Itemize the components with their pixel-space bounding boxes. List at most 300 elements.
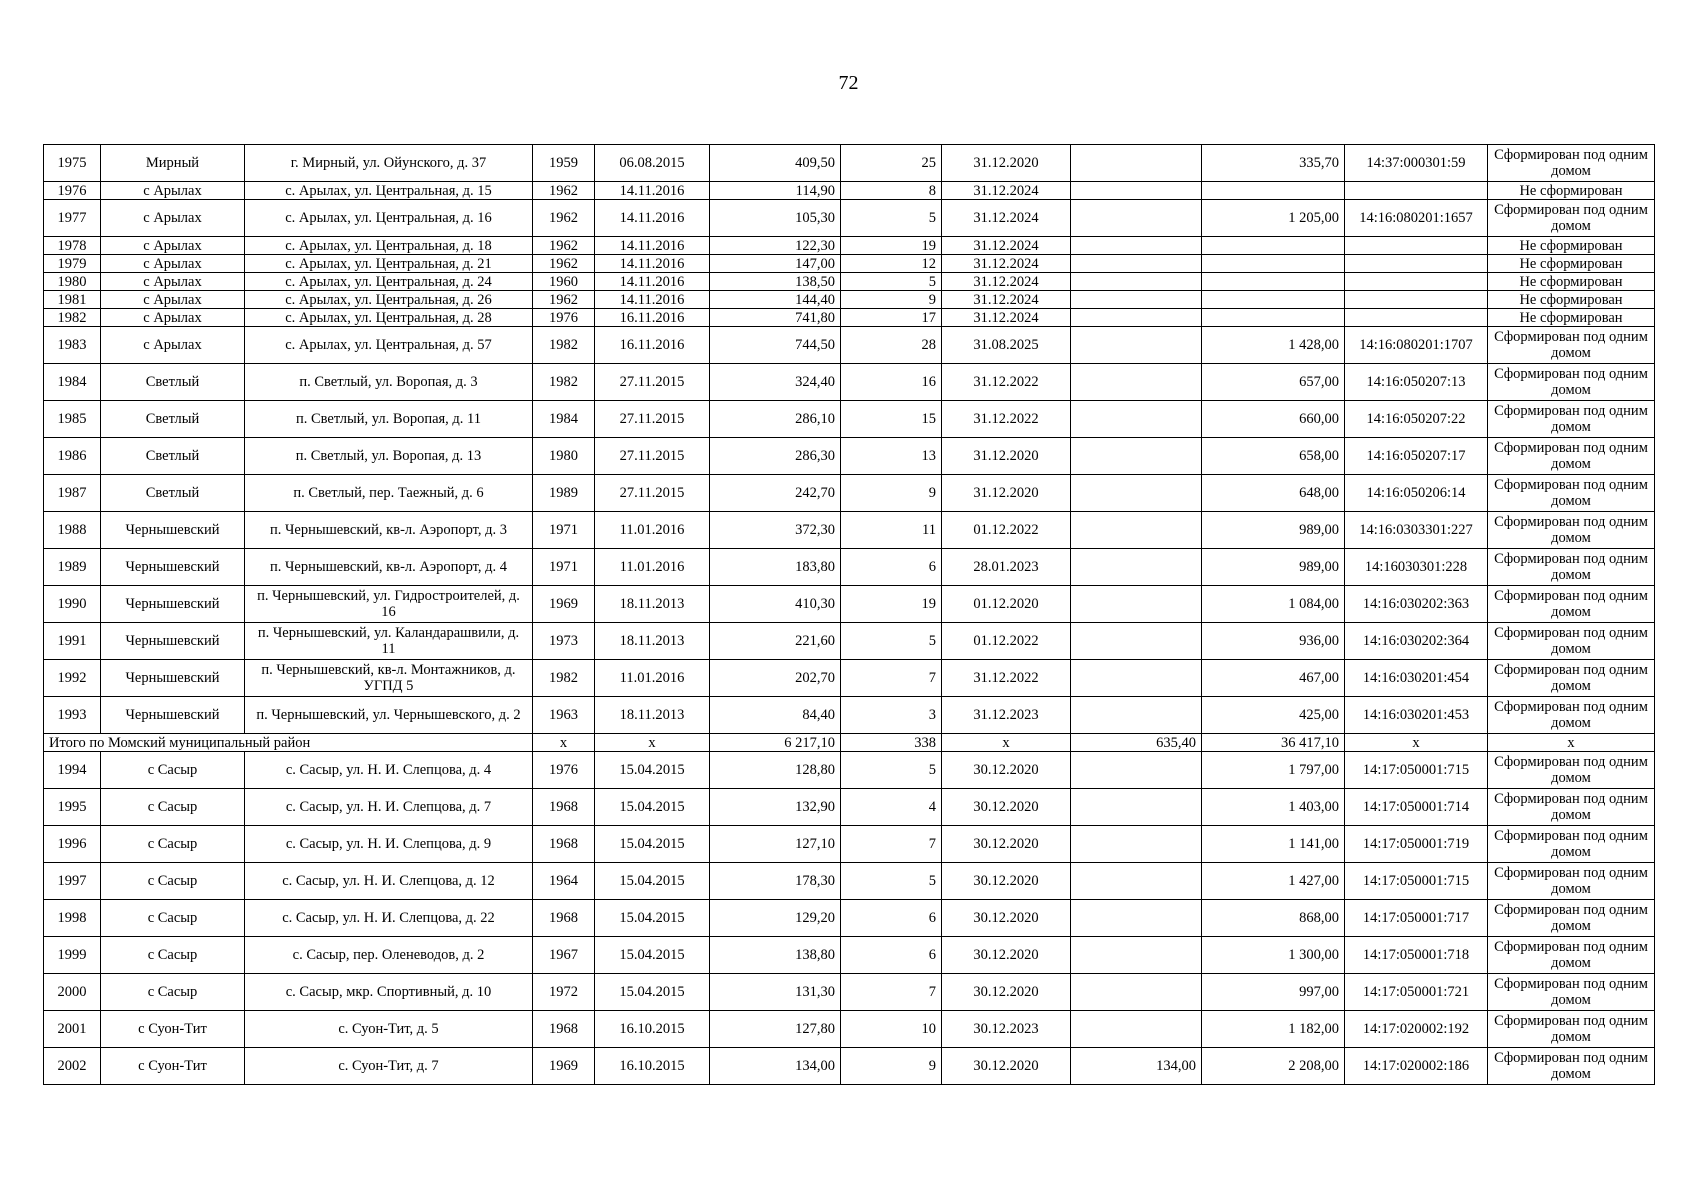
cell-deadline: 31.12.2020 xyxy=(942,438,1071,475)
cell-cadastral-number: 14:16:080201:1657 xyxy=(1345,200,1488,237)
cell-land-area: 658,00 xyxy=(1202,438,1345,475)
cell-deadline: 28.01.2023 xyxy=(942,549,1071,586)
cell-deadline: 30.12.2020 xyxy=(942,974,1071,1011)
cell-year-built: 1962 xyxy=(533,255,595,273)
cell-number: 1978 xyxy=(44,237,101,255)
cell-address: п. Чернышевский, ул. Чернышевского, д. 2 xyxy=(245,697,533,734)
cell-year-built: 1971 xyxy=(533,512,595,549)
cell-number: 1991 xyxy=(44,623,101,660)
cell-deadline: 30.12.2020 xyxy=(942,789,1071,826)
table-row xyxy=(44,789,1655,826)
cell-land-area: 467,00 xyxy=(1202,660,1345,697)
cell-extra xyxy=(1071,273,1202,291)
cell-residents: 4 xyxy=(841,789,942,826)
cell-area: 242,70 xyxy=(710,475,841,512)
cell-date: 11.01.2016 xyxy=(595,549,710,586)
cell-residents: 5 xyxy=(841,623,942,660)
cell-cadastral-number: 14:16:0303301:227 xyxy=(1345,512,1488,549)
cell-status: Не сформирован xyxy=(1488,273,1655,291)
cell-date: 15.04.2015 xyxy=(595,752,710,789)
cell-status: Сформирован под одним домом xyxy=(1488,327,1655,364)
cell-settlement: Чернышевский xyxy=(101,660,245,697)
cell-number: 1977 xyxy=(44,200,101,237)
cell-year-built: 1968 xyxy=(533,900,595,937)
cell-year-built: 1972 xyxy=(533,974,595,1011)
cell-area: 114,90 xyxy=(710,182,841,200)
table-row xyxy=(44,586,1655,623)
cell-date: 15.04.2015 xyxy=(595,974,710,1011)
table-row xyxy=(44,974,1655,1011)
cell-address: с. Арылах, ул. Центральная, д. 57 xyxy=(245,327,533,364)
cell-settlement: с Сасыр xyxy=(101,900,245,937)
cell-date: x xyxy=(595,734,710,752)
cell-address: п. Чернышевский, ул. Гидростроителей, д. 16 xyxy=(245,586,533,623)
cell-land-area: 660,00 xyxy=(1202,401,1345,438)
cell-land-area xyxy=(1202,291,1345,309)
cell-area: 127,80 xyxy=(710,1011,841,1048)
cell-year-built: 1989 xyxy=(533,475,595,512)
cell-status: Сформирован под одним домом xyxy=(1488,697,1655,734)
cell-deadline: 31.08.2025 xyxy=(942,327,1071,364)
cell-land-area: 936,00 xyxy=(1202,623,1345,660)
cell-residents: 3 xyxy=(841,697,942,734)
cell-residents: 19 xyxy=(841,586,942,623)
cell-settlement: с Арылах xyxy=(101,200,245,237)
cell-residents: 28 xyxy=(841,327,942,364)
cell-cadastral-number: x xyxy=(1345,734,1488,752)
cell-number: 1990 xyxy=(44,586,101,623)
cell-address: с. Арылах, ул. Центральная, д. 26 xyxy=(245,291,533,309)
cell-address: с. Суон-Тит, д. 7 xyxy=(245,1048,533,1085)
cell-status: Сформирован под одним домом xyxy=(1488,1011,1655,1048)
cell-year-built: 1967 xyxy=(533,937,595,974)
cell-number: 1975 xyxy=(44,145,101,182)
cell-residents: 6 xyxy=(841,937,942,974)
cell-residents: 8 xyxy=(841,182,942,200)
cell-extra xyxy=(1071,1011,1202,1048)
cell-date: 27.11.2015 xyxy=(595,475,710,512)
table-row xyxy=(44,401,1655,438)
cell-address: с. Арылах, ул. Центральная, д. 18 xyxy=(245,237,533,255)
cell-settlement: с Суон-Тит xyxy=(101,1011,245,1048)
cell-extra xyxy=(1071,752,1202,789)
cell-extra xyxy=(1071,863,1202,900)
cell-settlement: с Арылах xyxy=(101,237,245,255)
cell-residents: 5 xyxy=(841,273,942,291)
cell-settlement: Чернышевский xyxy=(101,623,245,660)
table-row xyxy=(44,237,1655,255)
cell-settlement: с Сасыр xyxy=(101,974,245,1011)
cell-settlement: с Арылах xyxy=(101,182,245,200)
cell-date: 16.10.2015 xyxy=(595,1011,710,1048)
cell-number: 1982 xyxy=(44,309,101,327)
cell-deadline: 31.12.2024 xyxy=(942,200,1071,237)
cell-date: 11.01.2016 xyxy=(595,660,710,697)
cell-deadline: 31.12.2022 xyxy=(942,364,1071,401)
cell-address: п. Чернышевский, кв-л. Аэропорт, д. 3 xyxy=(245,512,533,549)
table-row xyxy=(44,623,1655,660)
cell-area: 221,60 xyxy=(710,623,841,660)
cell-extra: 134,00 xyxy=(1071,1048,1202,1085)
cell-cadastral-number xyxy=(1345,291,1488,309)
cell-date: 15.04.2015 xyxy=(595,826,710,863)
cell-area: 129,20 xyxy=(710,900,841,937)
total-row xyxy=(44,734,1655,752)
cell-land-area: 1 403,00 xyxy=(1202,789,1345,826)
cell-date: 11.01.2016 xyxy=(595,512,710,549)
cell-address: п. Чернышевский, кв-л. Монтажников, д. УГПД 5 xyxy=(245,660,533,697)
cell-address: с. Сасыр, ул. Н. И. Слепцова, д. 7 xyxy=(245,789,533,826)
cell-deadline: 30.12.2020 xyxy=(942,937,1071,974)
cell-cadastral-number: 14:16:080201:1707 xyxy=(1345,327,1488,364)
cell-cadastral-number xyxy=(1345,237,1488,255)
cell-date: 16.10.2015 xyxy=(595,1048,710,1085)
cell-land-area: 425,00 xyxy=(1202,697,1345,734)
cell-land-area xyxy=(1202,255,1345,273)
cell-address: с. Сасыр, ул. Н. И. Слепцова, д. 12 xyxy=(245,863,533,900)
cell-residents: 9 xyxy=(841,1048,942,1085)
cell-status: Сформирован под одним домом xyxy=(1488,937,1655,974)
cell-status: Сформирован под одним домом xyxy=(1488,752,1655,789)
table-row xyxy=(44,145,1655,182)
cell-year-built: 1980 xyxy=(533,438,595,475)
cell-deadline: 01.12.2020 xyxy=(942,586,1071,623)
cell-deadline: 31.12.2020 xyxy=(942,145,1071,182)
table-row xyxy=(44,512,1655,549)
cell-address: с. Сасыр, мкр. Спортивный, д. 10 xyxy=(245,974,533,1011)
cell-year-built: 1968 xyxy=(533,1011,595,1048)
cell-settlement: с Суон-Тит xyxy=(101,1048,245,1085)
cell-land-area: 657,00 xyxy=(1202,364,1345,401)
cell-date: 27.11.2015 xyxy=(595,401,710,438)
cell-status: Сформирован под одним домом xyxy=(1488,789,1655,826)
cell-date: 18.11.2013 xyxy=(595,586,710,623)
cell-cadastral-number: 14:17:020002:192 xyxy=(1345,1011,1488,1048)
table-row xyxy=(44,273,1655,291)
cell-deadline: 01.12.2022 xyxy=(942,623,1071,660)
cell-residents: 7 xyxy=(841,826,942,863)
cell-cadastral-number: 14:37:000301:59 xyxy=(1345,145,1488,182)
housing-registry-table xyxy=(43,144,1655,1085)
cell-deadline: 01.12.2022 xyxy=(942,512,1071,549)
cell-number: 1983 xyxy=(44,327,101,364)
cell-land-area xyxy=(1202,182,1345,200)
cell-area: 138,50 xyxy=(710,273,841,291)
table-row xyxy=(44,826,1655,863)
cell-address: с. Сасыр, ул. Н. И. Слепцова, д. 9 xyxy=(245,826,533,863)
cell-extra xyxy=(1071,475,1202,512)
cell-deadline: 31.12.2022 xyxy=(942,660,1071,697)
cell-status: Сформирован под одним домом xyxy=(1488,438,1655,475)
cell-status: Сформирован под одним домом xyxy=(1488,826,1655,863)
cell-residents: 338 xyxy=(841,734,942,752)
cell-settlement: Светлый xyxy=(101,401,245,438)
cell-land-area xyxy=(1202,237,1345,255)
cell-extra xyxy=(1071,697,1202,734)
cell-area: 128,80 xyxy=(710,752,841,789)
cell-deadline: 31.12.2020 xyxy=(942,475,1071,512)
cell-date: 15.04.2015 xyxy=(595,863,710,900)
cell-year-built: 1969 xyxy=(533,1048,595,1085)
cell-area: 372,30 xyxy=(710,512,841,549)
cell-status: Сформирован под одним домом xyxy=(1488,549,1655,586)
cell-residents: 9 xyxy=(841,291,942,309)
cell-deadline: x xyxy=(942,734,1071,752)
cell-area: 138,80 xyxy=(710,937,841,974)
cell-settlement: Светлый xyxy=(101,438,245,475)
cell-extra xyxy=(1071,200,1202,237)
cell-cadastral-number xyxy=(1345,309,1488,327)
cell-residents: 10 xyxy=(841,1011,942,1048)
cell-address: с. Арылах, ул. Центральная, д. 21 xyxy=(245,255,533,273)
cell-cadastral-number xyxy=(1345,182,1488,200)
cell-status: Не сформирован xyxy=(1488,309,1655,327)
cell-area: 202,70 xyxy=(710,660,841,697)
cell-residents: 17 xyxy=(841,309,942,327)
cell-status: Сформирован под одним домом xyxy=(1488,586,1655,623)
cell-settlement: Чернышевский xyxy=(101,512,245,549)
cell-status: Сформирован под одним домом xyxy=(1488,512,1655,549)
cell-deadline: 31.12.2024 xyxy=(942,309,1071,327)
cell-address: с. Сасыр, пер. Оленеводов, д. 2 xyxy=(245,937,533,974)
cell-status: Не сформирован xyxy=(1488,255,1655,273)
table-row xyxy=(44,863,1655,900)
cell-residents: 11 xyxy=(841,512,942,549)
cell-status: Сформирован под одним домом xyxy=(1488,200,1655,237)
cell-residents: 25 xyxy=(841,145,942,182)
cell-area: 410,30 xyxy=(710,586,841,623)
cell-area: 131,30 xyxy=(710,974,841,1011)
cell-cadastral-number: 14:17:050001:715 xyxy=(1345,752,1488,789)
cell-number: 1998 xyxy=(44,900,101,937)
cell-year-built: 1968 xyxy=(533,826,595,863)
cell-land-area: 2 208,00 xyxy=(1202,1048,1345,1085)
table-row xyxy=(44,1011,1655,1048)
cell-number: 1994 xyxy=(44,752,101,789)
cell-address: с. Суон-Тит, д. 5 xyxy=(245,1011,533,1048)
cell-year-built: 1984 xyxy=(533,401,595,438)
cell-deadline: 30.12.2020 xyxy=(942,863,1071,900)
cell-extra xyxy=(1071,327,1202,364)
cell-settlement: с Сасыр xyxy=(101,752,245,789)
cell-cadastral-number: 14:16:050207:17 xyxy=(1345,438,1488,475)
cell-year-built: 1976 xyxy=(533,309,595,327)
cell-cadastral-number: 14:16:030201:454 xyxy=(1345,660,1488,697)
registry-body xyxy=(44,145,1655,1085)
cell-area: 127,10 xyxy=(710,826,841,863)
table-row xyxy=(44,660,1655,697)
cell-deadline: 30.12.2020 xyxy=(942,826,1071,863)
table-row xyxy=(44,475,1655,512)
cell-number: 1986 xyxy=(44,438,101,475)
cell-address: с. Арылах, ул. Центральная, д. 24 xyxy=(245,273,533,291)
cell-extra xyxy=(1071,974,1202,1011)
cell-year-built: 1960 xyxy=(533,273,595,291)
cell-address: г. Мирный, ул. Ойунского, д. 37 xyxy=(245,145,533,182)
cell-extra xyxy=(1071,586,1202,623)
cell-date: 14.11.2016 xyxy=(595,200,710,237)
table-row xyxy=(44,549,1655,586)
cell-area: 122,30 xyxy=(710,237,841,255)
cell-settlement: с Сасыр xyxy=(101,789,245,826)
cell-area: 178,30 xyxy=(710,863,841,900)
cell-status: Сформирован под одним домом xyxy=(1488,364,1655,401)
cell-settlement: Чернышевский xyxy=(101,586,245,623)
table-row xyxy=(44,255,1655,273)
cell-address: п. Светлый, пер. Таежный, д. 6 xyxy=(245,475,533,512)
cell-residents: 5 xyxy=(841,752,942,789)
table-row xyxy=(44,364,1655,401)
cell-extra xyxy=(1071,660,1202,697)
cell-date: 27.11.2015 xyxy=(595,364,710,401)
cell-address: с. Арылах, ул. Центральная, д. 15 xyxy=(245,182,533,200)
cell-address: с. Сасыр, ул. Н. И. Слепцова, д. 22 xyxy=(245,900,533,937)
cell-land-area: 335,70 xyxy=(1202,145,1345,182)
cell-extra xyxy=(1071,789,1202,826)
cell-year-built: 1968 xyxy=(533,789,595,826)
cell-address: п. Светлый, ул. Воропая, д. 13 xyxy=(245,438,533,475)
cell-cadastral-number: 14:16:050207:13 xyxy=(1345,364,1488,401)
cell-number: 1992 xyxy=(44,660,101,697)
cell-date: 14.11.2016 xyxy=(595,182,710,200)
cell-residents: 19 xyxy=(841,237,942,255)
cell-cadastral-number: 14:16:030202:364 xyxy=(1345,623,1488,660)
cell-land-area xyxy=(1202,273,1345,291)
cell-extra xyxy=(1071,826,1202,863)
cell-extra xyxy=(1071,255,1202,273)
cell-date: 15.04.2015 xyxy=(595,937,710,974)
cell-date: 15.04.2015 xyxy=(595,900,710,937)
cell-number: 1988 xyxy=(44,512,101,549)
cell-deadline: 31.12.2023 xyxy=(942,697,1071,734)
cell-settlement: с Арылах xyxy=(101,291,245,309)
cell-cadastral-number: 14:17:050001:718 xyxy=(1345,937,1488,974)
cell-date: 16.11.2016 xyxy=(595,309,710,327)
cell-deadline: 31.12.2024 xyxy=(942,182,1071,200)
cell-date: 18.11.2013 xyxy=(595,623,710,660)
table-row xyxy=(44,291,1655,309)
cell-year-built: 1969 xyxy=(533,586,595,623)
cell-area: 6 217,10 xyxy=(710,734,841,752)
cell-settlement: с Арылах xyxy=(101,309,245,327)
cell-deadline: 31.12.2024 xyxy=(942,291,1071,309)
cell-number: 1995 xyxy=(44,789,101,826)
cell-deadline: 31.12.2024 xyxy=(942,273,1071,291)
cell-cadastral-number: 14:16:030201:453 xyxy=(1345,697,1488,734)
cell-deadline: 30.12.2020 xyxy=(942,752,1071,789)
table-row xyxy=(44,697,1655,734)
cell-address: п. Светлый, ул. Воропая, д. 11 xyxy=(245,401,533,438)
cell-year-built: 1973 xyxy=(533,623,595,660)
cell-number: 1980 xyxy=(44,273,101,291)
cell-residents: 5 xyxy=(841,863,942,900)
cell-land-area: 1 427,00 xyxy=(1202,863,1345,900)
cell-year-built: 1962 xyxy=(533,182,595,200)
cell-extra xyxy=(1071,145,1202,182)
table-row xyxy=(44,200,1655,237)
cell-residents: 7 xyxy=(841,974,942,1011)
cell-status: Сформирован под одним домом xyxy=(1488,475,1655,512)
cell-settlement: с Сасыр xyxy=(101,826,245,863)
cell-extra xyxy=(1071,512,1202,549)
cell-number: 1989 xyxy=(44,549,101,586)
cell-settlement: Мирный xyxy=(101,145,245,182)
cell-cadastral-number: 14:17:050001:715 xyxy=(1345,863,1488,900)
table-row xyxy=(44,438,1655,475)
cell-status: Сформирован под одним домом xyxy=(1488,900,1655,937)
cell-area: 183,80 xyxy=(710,549,841,586)
cell-address: п. Светлый, ул. Воропая, д. 3 xyxy=(245,364,533,401)
cell-extra: 635,40 xyxy=(1071,734,1202,752)
cell-number: 2002 xyxy=(44,1048,101,1085)
cell-number: 1996 xyxy=(44,826,101,863)
cell-deadline: 31.12.2022 xyxy=(942,401,1071,438)
cell-status: Сформирован под одним домом xyxy=(1488,974,1655,1011)
cell-cadastral-number: 14:16:050206:14 xyxy=(1345,475,1488,512)
cell-land-area: 648,00 xyxy=(1202,475,1345,512)
cell-cadastral-number: 14:17:050001:719 xyxy=(1345,826,1488,863)
cell-area: 741,80 xyxy=(710,309,841,327)
cell-residents: 9 xyxy=(841,475,942,512)
cell-deadline: 30.12.2020 xyxy=(942,900,1071,937)
cell-settlement: с Сасыр xyxy=(101,937,245,974)
cell-address: п. Чернышевский, кв-л. Аэропорт, д. 4 xyxy=(245,549,533,586)
table-row xyxy=(44,327,1655,364)
cell-residents: 13 xyxy=(841,438,942,475)
cell-date: 14.11.2016 xyxy=(595,255,710,273)
cell-deadline: 31.12.2024 xyxy=(942,255,1071,273)
cell-extra xyxy=(1071,364,1202,401)
cell-land-area xyxy=(1202,309,1345,327)
cell-land-area: 1 182,00 xyxy=(1202,1011,1345,1048)
cell-extra xyxy=(1071,291,1202,309)
table-row xyxy=(44,182,1655,200)
cell-area: 286,30 xyxy=(710,438,841,475)
cell-number: 1997 xyxy=(44,863,101,900)
cell-cadastral-number: 14:16:030202:363 xyxy=(1345,586,1488,623)
cell-date: 14.11.2016 xyxy=(595,273,710,291)
cell-cadastral-number: 14:16030301:228 xyxy=(1345,549,1488,586)
cell-residents: 12 xyxy=(841,255,942,273)
cell-extra xyxy=(1071,182,1202,200)
cell-residents: 7 xyxy=(841,660,942,697)
cell-settlement: Чернышевский xyxy=(101,697,245,734)
cell-status: Не сформирован xyxy=(1488,237,1655,255)
cell-year-built: 1964 xyxy=(533,863,595,900)
cell-year-built: x xyxy=(533,734,595,752)
cell-year-built: 1982 xyxy=(533,327,595,364)
cell-land-area: 1 141,00 xyxy=(1202,826,1345,863)
cell-deadline: 31.12.2024 xyxy=(942,237,1071,255)
cell-extra xyxy=(1071,937,1202,974)
cell-status: Не сформирован xyxy=(1488,291,1655,309)
total-label: Итого по Момский муниципальный район xyxy=(44,734,533,752)
cell-date: 18.11.2013 xyxy=(595,697,710,734)
cell-settlement: с Арылах xyxy=(101,273,245,291)
cell-extra xyxy=(1071,549,1202,586)
cell-extra xyxy=(1071,401,1202,438)
cell-area: 132,90 xyxy=(710,789,841,826)
cell-number: 1976 xyxy=(44,182,101,200)
cell-residents: 6 xyxy=(841,549,942,586)
cell-address: п. Чернышевский, ул. Каландарашвили, д. 11 xyxy=(245,623,533,660)
cell-land-area: 1 428,00 xyxy=(1202,327,1345,364)
cell-residents: 5 xyxy=(841,200,942,237)
cell-extra xyxy=(1071,237,1202,255)
cell-residents: 15 xyxy=(841,401,942,438)
cell-cadastral-number: 14:17:050001:714 xyxy=(1345,789,1488,826)
cell-year-built: 1976 xyxy=(533,752,595,789)
